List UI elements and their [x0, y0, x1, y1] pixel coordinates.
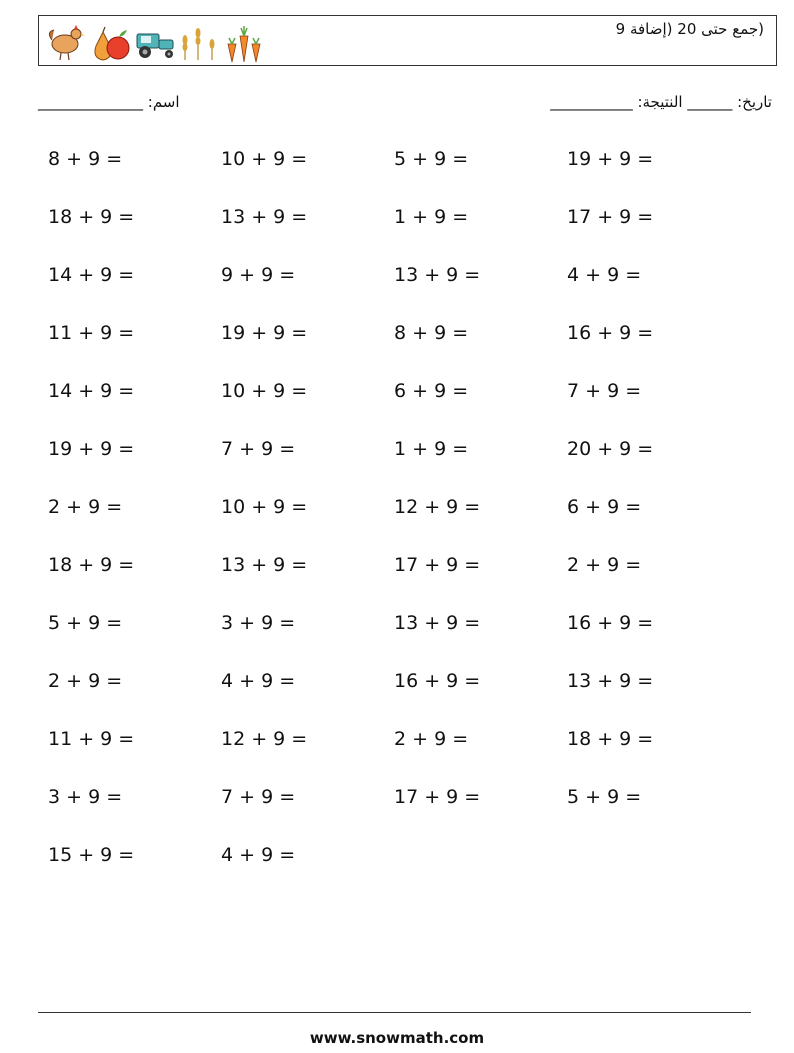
problem-item: 11 + 9 = — [48, 728, 135, 750]
problem-item: 13 + 9 = — [221, 554, 308, 576]
problem-item: 8 + 9 = — [394, 322, 469, 344]
problem-item: 13 + 9 = — [221, 206, 308, 228]
problem-item: 13 + 9 = — [394, 612, 481, 634]
problem-item: 18 + 9 = — [567, 728, 654, 750]
problem-item: 15 + 9 = — [48, 844, 135, 866]
problem-item: 19 + 9 = — [221, 322, 308, 344]
problem-item: 16 + 9 = — [567, 612, 654, 634]
problem-item: 7 + 9 = — [221, 438, 296, 460]
problem-item: 13 + 9 = — [567, 670, 654, 692]
problem-item: 2 + 9 = — [394, 728, 469, 750]
date-score-field: تاريخ: ______ النتيجة: ___________ — [550, 93, 772, 111]
problem-item: 12 + 9 = — [221, 728, 308, 750]
problem-item: 12 + 9 = — [394, 496, 481, 518]
problem-item: 7 + 9 = — [221, 786, 296, 808]
worksheet-title: (جمع حتى 20 (إضافة 9 — [615, 20, 764, 38]
problem-item: 10 + 9 = — [221, 148, 308, 170]
problem-item: 6 + 9 = — [394, 380, 469, 402]
problem-item: 5 + 9 = — [567, 786, 642, 808]
problem-item: 19 + 9 = — [48, 438, 135, 460]
problem-item: 18 + 9 = — [48, 206, 135, 228]
problem-item: 5 + 9 = — [48, 612, 123, 634]
problem-item: 13 + 9 = — [394, 264, 481, 286]
problem-item: 2 + 9 = — [48, 496, 123, 518]
footer-divider — [38, 1012, 751, 1013]
problem-item: 10 + 9 = — [221, 380, 308, 402]
problem-item: 1 + 9 = — [394, 206, 469, 228]
problem-item: 5 + 9 = — [394, 148, 469, 170]
problem-item: 17 + 9 = — [567, 206, 654, 228]
problem-item: 17 + 9 = — [394, 554, 481, 576]
problem-item: 7 + 9 = — [567, 380, 642, 402]
problem-item: 16 + 9 = — [567, 322, 654, 344]
problem-item: 9 + 9 = — [221, 264, 296, 286]
problem-item: 4 + 9 = — [567, 264, 642, 286]
problem-item: 18 + 9 = — [48, 554, 135, 576]
problem-item: 19 + 9 = — [567, 148, 654, 170]
problem-item: 3 + 9 = — [221, 612, 296, 634]
problem-item: 2 + 9 = — [567, 554, 642, 576]
problem-item: 20 + 9 = — [567, 438, 654, 460]
problem-item: 2 + 9 = — [48, 670, 123, 692]
problem-item: 11 + 9 = — [48, 322, 135, 344]
problem-item: 3 + 9 = — [48, 786, 123, 808]
problem-item: 6 + 9 = — [567, 496, 642, 518]
problem-item: 10 + 9 = — [221, 496, 308, 518]
problem-item: 8 + 9 = — [48, 148, 123, 170]
problem-item: 4 + 9 = — [221, 670, 296, 692]
problem-item: 1 + 9 = — [394, 438, 469, 460]
problem-item: 4 + 9 = — [221, 844, 296, 866]
problem-item: 17 + 9 = — [394, 786, 481, 808]
footer-url: www.snowmath.com — [309, 1029, 485, 1047]
problem-item: 14 + 9 = — [48, 380, 135, 402]
problem-item: 14 + 9 = — [48, 264, 135, 286]
name-field: اسم: ______________ — [38, 93, 180, 111]
problem-item: 16 + 9 = — [394, 670, 481, 692]
